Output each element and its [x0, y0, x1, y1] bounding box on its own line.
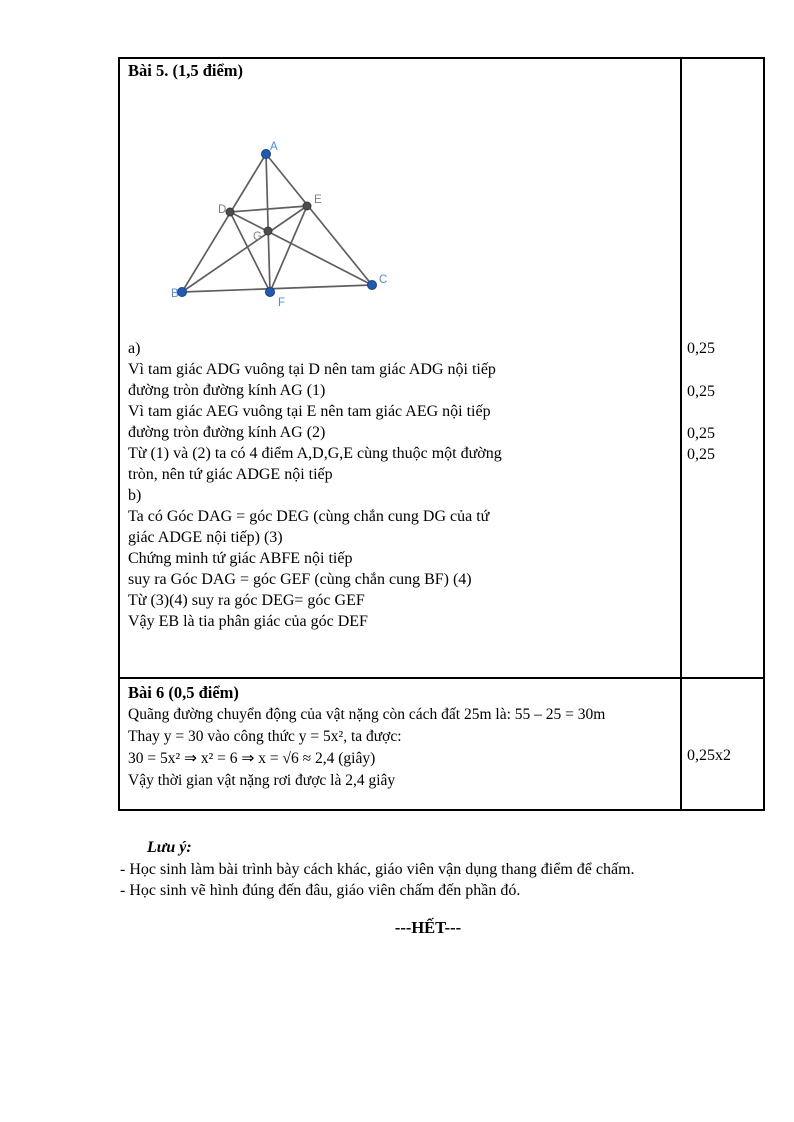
solution-line: Vậy thời gian vật nặng rơi được là 2,4 giây — [128, 772, 396, 789]
note-item: - Học sinh vẽ hình đúng đến đâu, giáo viên chấm đến phần đó. — [120, 882, 521, 899]
solution-line: 30 = 5x² ⇒ x² = 6 ⇒ x = √6 ≈ 2,4 (giây) — [128, 750, 376, 767]
diagram-label-G: G — [253, 231, 262, 243]
diagram-point-E — [303, 202, 311, 210]
score-value: 0,25 — [687, 446, 715, 463]
solution-line: suy ra Góc DAG = góc GEF (cùng chắn cung BF) (4) — [128, 571, 472, 588]
score-value: 0,25 — [687, 383, 715, 400]
diagram-label-F: F — [278, 297, 286, 309]
diagram-point-B — [178, 288, 187, 297]
diagram-point-F — [266, 288, 275, 297]
solution-line: Vì tam giác ADG vuông tại D nên tam giác ADG nội tiếp — [128, 361, 496, 378]
solution-line: a) — [128, 340, 141, 357]
diagram-label-E: E — [314, 194, 322, 206]
bai5-score-cell — [682, 59, 763, 677]
note-item: - Học sinh làm bài trình bày cách khác, giáo viên vận dụng thang điểm để chấm. — [120, 860, 635, 878]
solution-line: tròn, nên tứ giác ADGE nội tiếp — [128, 466, 333, 483]
solution-line: b) — [128, 487, 142, 504]
solution-line: Ta có Góc DAG = góc DEG (cùng chắn cung DG của tứ — [128, 508, 490, 525]
bai5-solution-cell — [120, 59, 682, 677]
solution-line: Thay y = 30 vào công thức y = 5x², ta được: — [128, 728, 402, 745]
diagram-label-B: B — [171, 288, 179, 300]
table-row-bai5 — [120, 59, 763, 679]
solution-line: đường tròn đường kính AG (2) — [128, 424, 326, 441]
notes-heading: Lưu ý: — [147, 839, 192, 856]
solution-line: Vậy EB là tia phân giác của góc DEF — [128, 613, 368, 630]
solution-line: Quãng đường chuyển động của vật nặng còn cách đất 25m là: 55 – 25 = 30m — [128, 706, 606, 723]
bai5-solution-text — [128, 338, 502, 632]
diagram-label-D: D — [218, 204, 227, 216]
solution-line: Từ (3)(4) suy ra góc DEG= góc GEF — [128, 592, 365, 609]
solution-line: Vì tam giác AEG vuông tại E nên tam giác AEG nội tiếp — [128, 403, 491, 420]
diagram-point-G — [264, 227, 272, 235]
grading-table — [118, 57, 765, 811]
bai6-title: Bài 6 (0,5 điểm) — [128, 683, 239, 702]
diagram-point-D — [226, 208, 234, 216]
end-marker: ---HẾT--- — [394, 918, 462, 937]
bai6-solution-cell — [120, 679, 682, 809]
diagram-label-A: A — [270, 141, 278, 153]
table-row-bai6 — [120, 679, 763, 809]
diagram-point-C — [368, 281, 377, 290]
diagram-segment-AF — [266, 154, 270, 292]
bai6-score-cell — [682, 679, 763, 809]
bai5-title: Bài 5. (1,5 điểm) — [128, 61, 244, 80]
diagram-segment-AB — [182, 154, 266, 292]
solution-line: giác ADGE nội tiếp) (3) — [128, 529, 283, 546]
diagram-label-C: C — [379, 274, 388, 286]
notes-section — [120, 837, 635, 902]
score-value: 0,25 — [687, 425, 715, 442]
solution-line: đường tròn đường kính AG (1) — [128, 382, 326, 399]
score-value: 0,25 — [687, 340, 715, 357]
bai6-solution-text — [128, 682, 605, 792]
solution-line: Chứng minh tứ giác ABFE nội tiếp — [128, 550, 353, 567]
geometry-diagram — [160, 132, 400, 312]
diagram-segment-CD — [230, 212, 372, 285]
diagram-segment-BC — [182, 285, 372, 292]
score-value: 0,25x2 — [687, 747, 731, 764]
diagram-segment-FD — [230, 212, 270, 292]
solution-line: Từ (1) và (2) ta có 4 điểm A,D,G,E cùng thuộc một đường — [128, 445, 502, 462]
